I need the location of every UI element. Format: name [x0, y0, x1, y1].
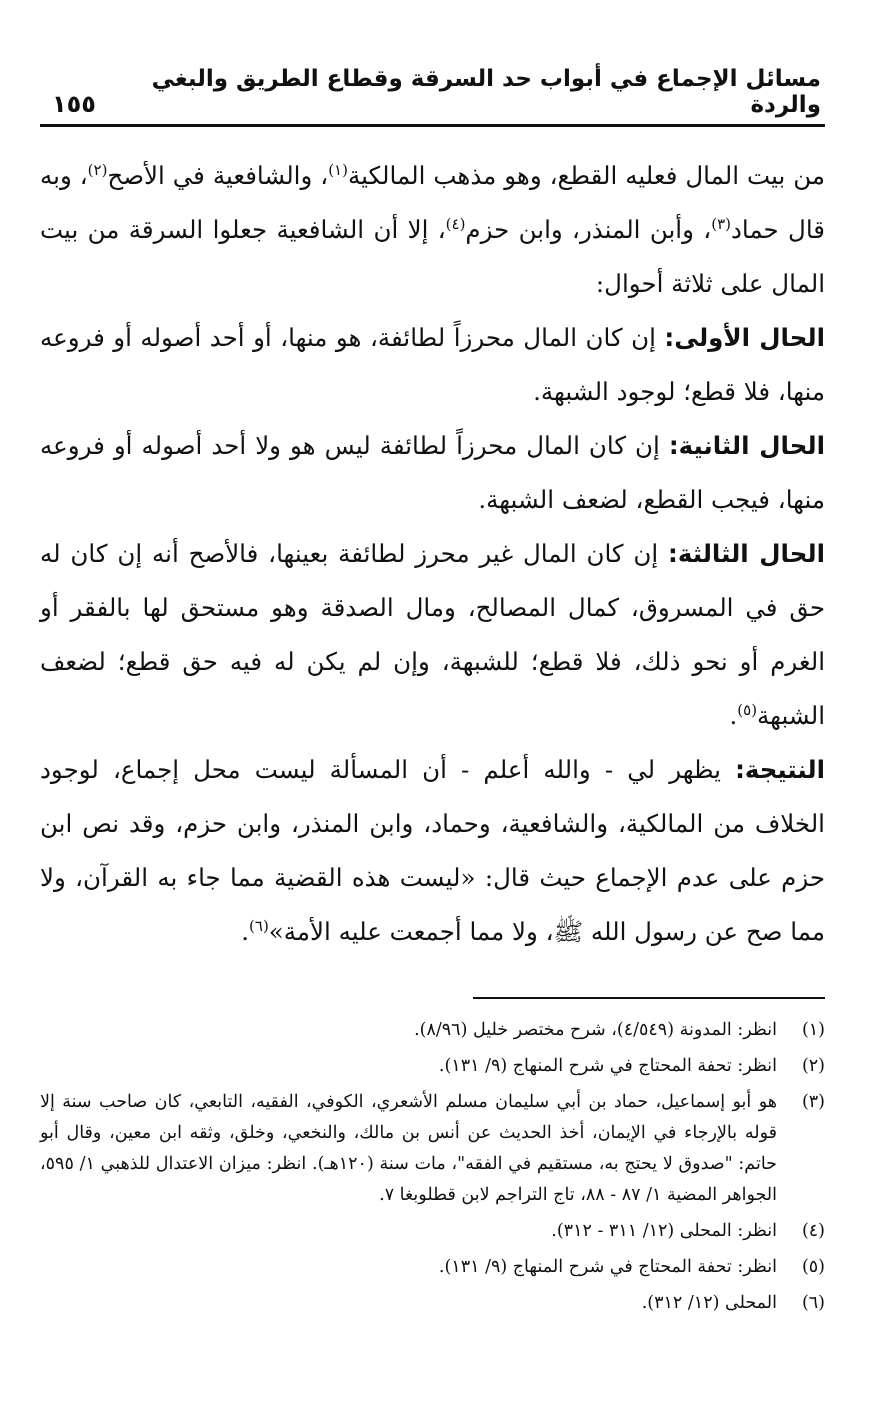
footnote-4	[40, 1216, 825, 1247]
footnote-6	[40, 1288, 825, 1319]
footnote-text: انظر: المدونة (٤/٥٤٩)، شرح مختصر خليل (٨/٩٦).	[414, 1020, 777, 1040]
page-header	[40, 60, 825, 122]
conclusion-heading: النتيجة:	[735, 755, 825, 784]
footnote-ref-5: (٥)	[737, 700, 758, 719]
paragraph-case-1: الحال الأولى: إن كان المال محرزاً لطائفة، هو منها، أو أحد أصوله أو فروعه منها، فلا قطع؛ لوجود الشبهة.	[40, 323, 825, 406]
footnote-text: المحلى (١٢/ ٣١٢).	[641, 1293, 777, 1313]
footnote-text: انظر: المحلى (١٢/ ٣١١ - ٣١٢).	[551, 1221, 777, 1241]
case-2-heading: الحال الثانية:	[668, 431, 825, 460]
footnote-text: انظر: تحفة المحتاج في شرح المنهاج (٩/ ١٣١).	[438, 1257, 777, 1277]
footnote-ref-1: (١)	[328, 160, 348, 179]
footnote-number: (١)	[801, 1020, 825, 1040]
footnote-separator	[473, 997, 825, 999]
footnote-ref-6: (٦)	[249, 916, 269, 935]
main-text	[40, 149, 825, 959]
footnote-1	[40, 1015, 825, 1046]
footnote-5	[40, 1252, 825, 1283]
case-3-heading: الحال الثالثة:	[668, 539, 825, 568]
footnote-text: انظر: تحفة المحتاج في شرح المنهاج (٩/ ١٣١).	[438, 1056, 777, 1076]
footnote-ref-2: (٢)	[87, 160, 108, 179]
paragraph-intro: من بيت المال فعليه القطع، وهو مذهب المالكية$^{(١)}$، والشافعية في الأصح$^{(٢)}$، وبه قال حماد$^{(٣)}$، وأبن المنذر، وابن حزم$^{(٤)}$، إلا أن الشافعية جعلوا السرقة من بيت المال على ثلاثة أحوال:	[40, 160, 825, 298]
footnote-number: (٣)	[801, 1092, 825, 1112]
paragraph-conclusion: النتيجة: يظهر لي - والله أعلم - أن المسألة ليست محل إجماع، لوجود الخلاف من المالكية، والشافعية، وحماد، وابن المنذر، وابن حزم، وقد نص ابن حزم على عدم الإجماع حيث قال: «ليست هذه القضية مما جاء به القرآن، ولا مما صح عن رسول الله ﷺ، ولا مما أجمعت عليه الأمة»$^{(٦)}$.	[40, 755, 825, 946]
book-page	[40, 60, 825, 1324]
footnote-ref-4: (٤)	[445, 214, 466, 233]
footnote-number: (٦)	[801, 1293, 825, 1313]
paragraph-case-2: الحال الثانية: إن كان المال محرزاً لطائفة ليس هو ولا أحد أصوله أو فروعه منها، فيجب القطع، لضعف الشبهة.	[40, 431, 825, 514]
footnote-3	[40, 1087, 825, 1211]
footnote-2	[40, 1051, 825, 1082]
case-1-heading: الحال الأولى:	[664, 323, 825, 352]
running-title: مسائل الإجماع في أبواب حد السرقة وقطاع الطريق والبغي والردة	[151, 66, 821, 118]
footnote-text: هو أبو إسماعيل، حماد بن أبي سليمان مسلم الأشعري، الكوفي، الفقيه، التابعي، كان صاحب سنة إلا قوله بالإرجاء في الإيمان، أخذ الحديث عن أنس بن مالك، والنخعي، وخلق، وثقه ابن معين، وقال أبو حاتم: "صدوق لا يحتج به، مستقيم في الفقه"، مات سنة (١٢٠هـ). انظر: ميزان الاعتدال للذهبي ١/ ٥٩٥، الجواهر المضية ١/ ٨٧ - ٨٨، تاج التراجم لابن قطلوبغا ٧.	[40, 1092, 777, 1205]
footnote-ref-3: (٣)	[711, 214, 731, 233]
header-rule	[40, 124, 825, 127]
footnote-number: (٤)	[801, 1221, 825, 1241]
paragraph-case-3: الحال الثالثة: إن كان المال غير محرز لطائفة بعينها، فالأصح أنه إن كان له حق في المسروق، كمال المصالح، ومال الصدقة وهو مستحق لها بالفقر أو الغرم أو نحو ذلك، فلا قطع؛ للشبهة، وإن لم يكن له فيه حق قطع؛ لضعف الشبهة$^{(٥)}$.	[40, 539, 825, 730]
footnote-number: (٥)	[801, 1257, 825, 1277]
footnote-number: (٢)	[801, 1056, 825, 1076]
page-number: ١٥٥	[52, 90, 96, 118]
footnotes	[40, 1015, 825, 1319]
